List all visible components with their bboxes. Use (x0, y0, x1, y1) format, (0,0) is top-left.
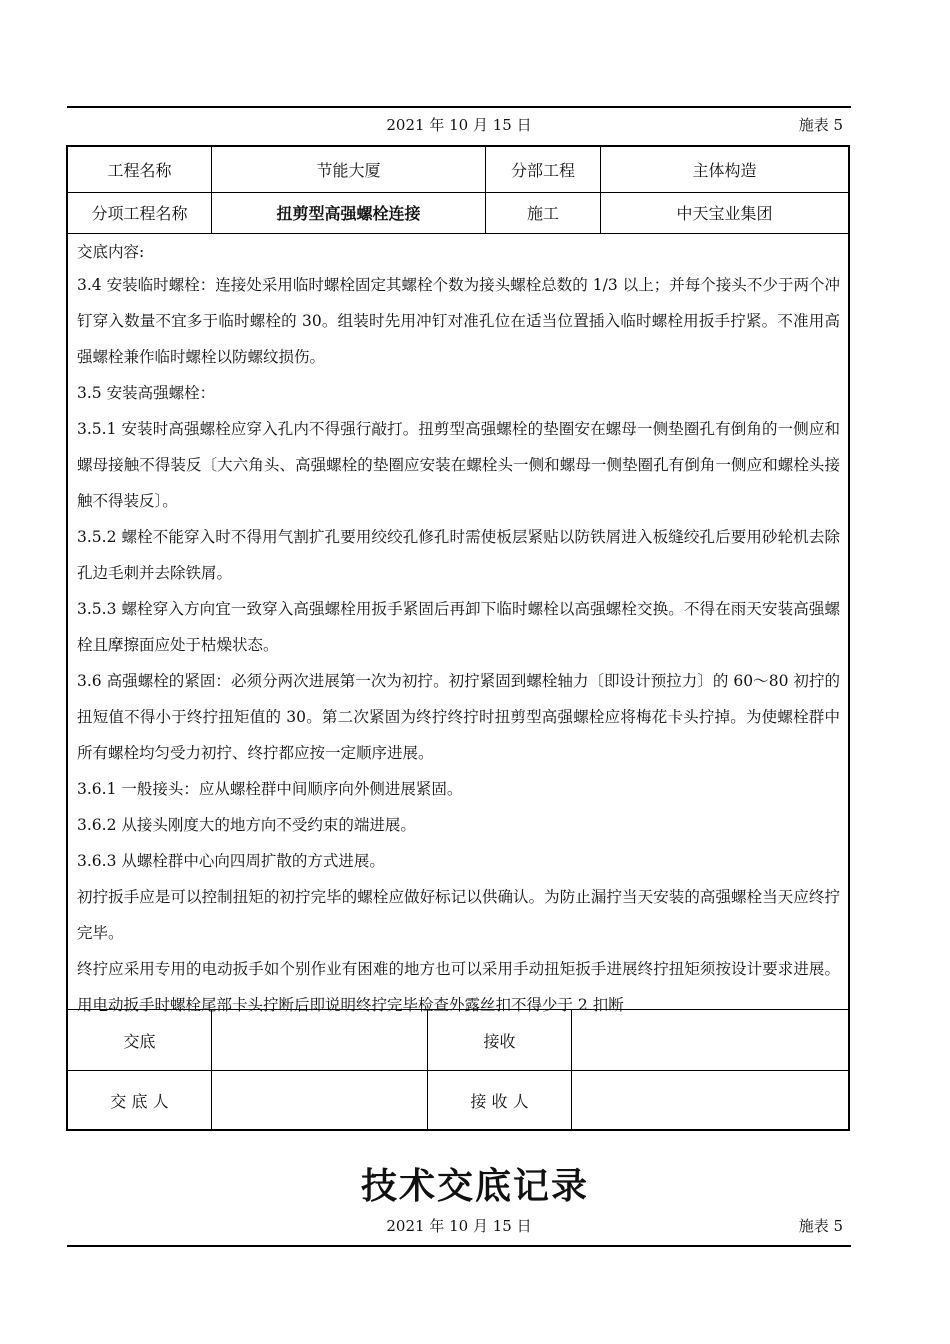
handover-label: 交底 (123, 1031, 156, 1051)
content-paragraph: 3.6.2 从接头刚度大的地方向不受约束的端进展。 (77, 816, 416, 834)
handover-field[interactable] (211, 1010, 427, 1070)
next-form-title: 技术交底记录 (360, 1166, 589, 1207)
content-paragraph: 3.6 高强螺栓的紧固：必须分两次进展第一次为初拧。初拧紧固到螺栓轴力〔即设计预拉力〕的 60～80 初拧的扭短值不得小于终拧扭矩值的 30。第二次紧固为终拧终拧时扭剪型高强螺栓应将梅花卡头拧掉。为使螺栓群中所有螺栓均匀受力初拧、终拧都应按一定顺序进展。 (77, 672, 840, 762)
receive-field[interactable] (571, 1010, 848, 1070)
next-form-date: 2021 年 10 月 15 日 (386, 1217, 532, 1235)
record-table (66, 145, 850, 1131)
project-name-value: 节能大厦 (211, 147, 485, 192)
next-form-number: 施表 5 (798, 1217, 843, 1235)
receiver-label: 接 收 人 (427, 1071, 571, 1129)
content-paragraph: 3.5.2 螺栓不能穿入时不得用气割扩孔要用绞绞孔修孔时需使板层紧贴以防铁屑进入板缝绞孔后要用砂轮机去除孔边毛刺并去除铁屑。 (77, 528, 840, 582)
header-form-number: 施表 5 (798, 116, 843, 134)
next-form-dateline (67, 1215, 851, 1237)
content-paragraph: 3.6.1 一般接头：应从螺栓群中间顺序向外侧进展紧固。 (77, 780, 463, 798)
content-paragraph: 初拧扳手应是可以控制扭矩的初拧完毕的螺栓应做好标记以供确认。为防止漏拧当天安装的高强螺栓当天应终拧完毕。 (77, 888, 840, 942)
subitem-label: 分项工程名称 (91, 204, 188, 223)
receive-label: 接收 (427, 1010, 571, 1070)
division-value: 主体构造 (600, 147, 848, 192)
content-paragraph: 3.4 安装临时螺栓：连接处采用临时螺栓固定其螺栓个数为接头螺栓总数的 1/3 以上；并每个接头不少于两个冲钉穿入数量不宜多于临时螺栓的 30。组装时先用冲钉对准孔位在适当位置插入临时螺栓用扳手拧紧。不准用高强螺栓兼作临时螺栓以防螺纹损伤。 (77, 276, 840, 366)
content-heading: 交底内容: (77, 243, 145, 261)
construction-value: 中天宝业集团 (600, 192, 848, 233)
info-row-subitem (68, 192, 848, 234)
handover-person-field[interactable] (211, 1071, 427, 1129)
signoff-row-handover (68, 1010, 848, 1071)
header-date: 2021 年 10 月 15 日 (386, 116, 532, 134)
project-name-label: 工程名称 (107, 161, 172, 180)
info-row-project (68, 147, 848, 193)
content-paragraph: 终拧应采用专用的电动扳手如个别作业有困难的地方也可以采用手动扭矩扳手进展终拧扭矩须按设计要求进展。用电动扳手时螺栓尾部卡头拧断后即说明终拧完毕检查外露丝扣不得少于 2 扣断 (77, 960, 840, 1014)
content-paragraph: 3.6.3 从螺栓群中心向四周扩散的方式进展。 (77, 852, 385, 870)
receiver-field[interactable] (571, 1071, 848, 1129)
content-paragraph: 3.5.3 螺栓穿入方向宜一致穿入高强螺栓用扳手紧固后再卸下临时螺栓以高强螺栓交换。不得在雨天安装高强螺栓且摩擦面应处于枯燥状态。 (77, 600, 840, 654)
header-dateline (67, 114, 851, 136)
content-paragraph: 3.5 安装高强螺栓： (77, 384, 216, 402)
division-label: 分部工程 (485, 147, 600, 192)
handover-person-label: 交 底 人 (110, 1091, 169, 1111)
content-paragraph: 3.5.1 安装时高强螺栓应穿入孔内不得强行敲打。扭剪型高强螺栓的垫圈安在螺母一侧垫圈孔有倒角的一侧应和螺母接触不得装反〔大六角头、高强螺栓的垫圈应安装在螺栓头一侧和螺母一侧垫圈孔有倒角一侧应和螺栓头接触不得装反〕。 (77, 420, 840, 510)
signoff-row-persons (68, 1071, 848, 1129)
bottom-rule (67, 1245, 851, 1247)
construction-label: 施工 (485, 192, 600, 233)
subitem-value: 扭剪型高强螺栓连接 (211, 192, 485, 233)
handover-content (68, 233, 848, 1014)
top-rule (67, 106, 851, 108)
